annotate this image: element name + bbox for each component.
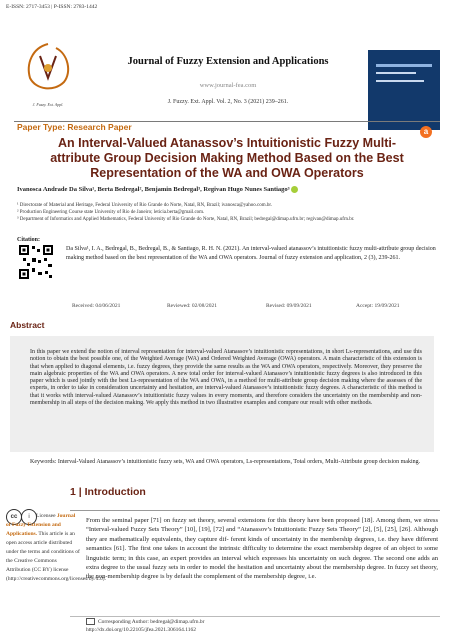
authors-text: Ivanosca Andrade Da Silva¹, Berta Bedregal², Benjamin Bedregal³, Regivan Hugo Nunes Santiago³	[17, 186, 290, 193]
affiliation-2: ² Production Engineering Course state University of Rio de Janeiro; leticia.berta@gmail.com.	[17, 210, 205, 215]
journal-cover-image	[368, 50, 440, 130]
affiliation-1: ¹ Directorate of Material and Heritage, Federal University of Rio Grande do Norte, Natal, RN, Brazil; ivanosca@yahoo.com.br.	[17, 203, 273, 208]
date-accepted: Accept: 19/09/2021	[356, 303, 400, 309]
paper-title: An Interval-Valued Atanassov’s Intuitionistic Fuzzy Multi-attribute Group Decision Making Method Based on the Best Representation of the WA and OWA Operators	[50, 136, 404, 180]
corresponding-author[interactable]: Corresponding Author: bedregal@dimap.ufrn.br	[98, 619, 205, 625]
journal-logo	[20, 38, 76, 100]
journal-title: Journal of Fuzzy Extension and Applications	[127, 56, 329, 67]
citation-label: Citation:	[17, 237, 40, 243]
orcid-icon[interactable]	[291, 186, 298, 193]
section-divider	[70, 510, 440, 511]
author-list	[17, 186, 437, 193]
abstract-text: In this paper we extend the notion of interval representation for interval-valued Atanassov’s intuitionistic representations, in short Ls-representations, and use this notion to obtain the best possible one, of the Weighted Average (WA) and Ordered Weighted Average (OWA) operators. A main characteristic of this extension is that when applied to diagonal elements, i.e. fuzzy degrees, they provide the same results as the WA and OWA operators, respectively. Moreover, they preserve the main algebraic properties of the WA and OWA operators. A new total order for interval-valued Atanassov’s intuitionistic fuzzy degrees is also introduced in this paper which is used jointly with the best Ls-representation of the WA and OWA, in a method for multi-attribute group decision making where the assesses of the experts, in order to take in consideration uncertainty and hesitation, are interval-valued Atanassov’s intuitionistic fuzzy degrees. A characteristic of this method is that it works with interval-valued Atanassov’s intuitionistic fuzzy values in every moments, and therefore considers the uncertainty on the membership and non-membership in all steps of the decision making. We apply this method in two illustrative examples and compare our result with other methods.	[30, 349, 422, 407]
issn-line: E-ISSN: 2717-3453 | P-ISSN: 2783-1442	[6, 4, 98, 10]
date-received: Received: 04/06/2021	[72, 303, 121, 309]
affiliation-3: ³ Department of Informatics and Applied Mathematics, Federal University of Rio Grande do Norte, Natal, RN, Brazil; bedregal@dimap.ufrn.br; regivan@dimap.ufrn.br.	[17, 217, 355, 222]
license-notice	[6, 512, 106, 584]
section-heading-introduction: 1 | Introduction	[70, 486, 146, 498]
open-access-icon: a	[420, 126, 432, 138]
paper-type: Paper Type: Research Paper	[17, 122, 132, 132]
envelope-icon	[86, 618, 95, 625]
introduction-text: From the seminal paper [71] on fuzzy set theory, several extensions for this theory have been proposed [18]. Among them, we stress “Interval-valued Fuzzy Sets Theory” [10], [19], [72] and “Atanassov’s Intuitionistic Fuzzy Sets Theory” [2], [5], [25], [26]. Although they are mathematically equivalents, they capture dif- ferent kinds of uncertainty in the membership degrees, i.e. they have different semantics [61]. The first one takes in account the intrinsic difficulty to determine the exact membership degree of an object to some linguistic term; in this case, an expert provides an interval which expresses his uncertainty on such degree. The second one adds an extra degree to the usual fuzzy sets in order to model the hesitation and uncertainty about the membership degree. In fuzzy set theory, the non-membership degree is by default the complement of the membership degree, i.e.	[86, 517, 438, 581]
journal-url[interactable]: www.journal-fea.com	[199, 82, 257, 89]
logo-caption: J. Fuzzy. Ext. Appl.	[32, 102, 64, 107]
cc-by-icon: i	[21, 509, 37, 525]
journal-volume-citation: J. Fuzzy. Ext. Appl. Vol. 2, No. 3 (2021) 239–261.	[167, 99, 289, 105]
doi-link[interactable]: http://dx.doi.org/10.22105/jfea.2021.306164.1162	[86, 627, 196, 633]
citation-text: Da Silva¹, I. A., Bedregal, B., Bedregal, B., & Santiago, R. H. N. (2021). An interval-valued atanassov’s intuitionistic fuzzy multi-attribute group decision making method based on the best representation of the WA and OWA operators. Journal of fuzzy extension and application, 2 (3), 239-261.	[66, 246, 436, 261]
license-text: This article is an open access article distributed under the terms and conditions of the Creative Commons Attribution (CC BY) license (http://creativecommons.org/licenses/by/4.0).	[6, 531, 106, 582]
license-prefix: Licensee	[36, 513, 56, 519]
footer-divider	[70, 616, 440, 617]
footer	[86, 618, 205, 634]
creative-commons-icon: cc	[6, 509, 22, 525]
keywords: Keywords: Interval-Valued Atanassov’s intuitionistic fuzzy sets, WA and OWA operators, Ls-representations, Total orders, Multi-Attribute group decision making.	[30, 459, 421, 465]
date-reviewed: Reviewed: 02/08/2021	[167, 303, 217, 309]
date-revised: Revised: 09/09/2021	[266, 303, 312, 309]
qr-code-icon	[18, 244, 54, 280]
abstract-heading: Abstract	[10, 320, 45, 330]
license-journal: Journal of Fuzzy Extension and Applications.	[6, 513, 76, 537]
